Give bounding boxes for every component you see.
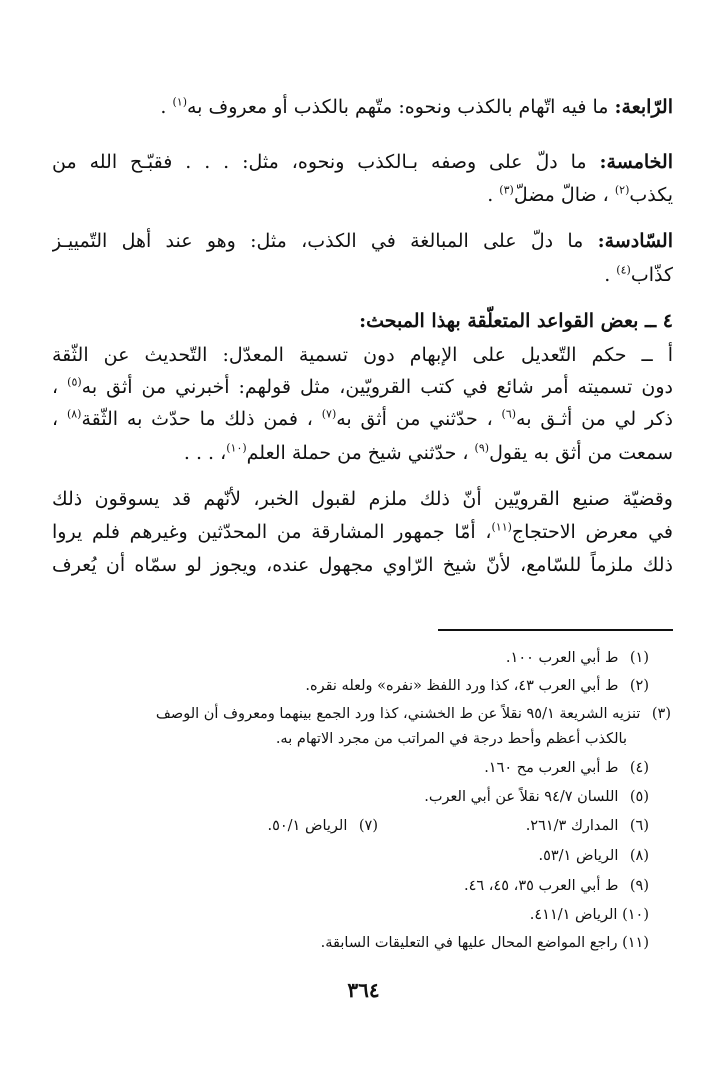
term-label: الخامسة: <box>599 151 673 173</box>
term-label: الرّابعة: <box>614 96 673 118</box>
paragraph-a-line-1: أ ــ حكم التّعديل على الإبهام دون تسمية المعدّل: التّحديث عن الثّقة <box>52 344 673 366</box>
footnote-ref[interactable]: (٨) <box>66 407 82 421</box>
paragraph-qayrawan-line-1: وقضيّة صنيع القرويّين أنّ ذلك ملزم لقبول الخبر، لأنّهم قد يسوقون ذلك <box>52 488 673 510</box>
page-number: ٣٦٤ <box>347 978 380 1002</box>
footnote-ref[interactable]: (٢) <box>614 183 630 197</box>
punctuation: . <box>604 264 611 286</box>
footnote-number: (٩) <box>629 878 649 894</box>
paragraph-sixth-line-2 <box>52 260 673 290</box>
footnote-ref[interactable]: (٧) <box>321 407 337 421</box>
body-text: يكذب <box>629 184 673 206</box>
paragraph-fourth <box>52 92 673 122</box>
body-text: في معرض الاحتجاج <box>511 521 673 543</box>
footnote-10 <box>49 904 649 926</box>
footnote-1 <box>49 647 649 669</box>
footnote-number: (٣) <box>651 706 671 722</box>
footnote-5 <box>49 786 649 808</box>
footnote-ref[interactable]: (٩) <box>474 441 490 455</box>
footnote-ref[interactable]: (٤) <box>616 263 631 277</box>
footnote-text: ط أبي العرب ٣٥، ٤٥، ٤٦. <box>463 878 619 894</box>
footnote-7 <box>228 815 378 837</box>
footnote-ref[interactable]: (٦) <box>501 407 517 421</box>
body-text: ما دلّ على وصفه بـالكذب ونحوه، مثل: . . . فقبّـح الله من <box>52 151 587 173</box>
footnote-text: راجع المواضع المحال عليها في التعليقات السابقة. <box>320 935 618 951</box>
footnote-text: ط أبي العرب مح ١٦٠. <box>484 760 619 776</box>
section-heading: ٤ ــ بعض القواعد المتعلّقة بهذا المبحث: <box>359 310 673 332</box>
footnote-text: اللسان ٩٤/٧ نقلاً عن أبي العرب. <box>424 789 619 805</box>
paragraph-fifth-line-1 <box>52 147 673 177</box>
footnote-ref[interactable]: (١) <box>172 95 187 109</box>
footnote-9 <box>49 875 649 897</box>
footnote-text: تنزيه الشريعة ٩٥/١ نقلاً عن ط الخشني، كذا ورد الجمع بينهما ومعروف أن الوصف <box>155 706 641 722</box>
paragraph-a-line-3 <box>52 404 673 434</box>
paragraph-sixth-line-1 <box>52 226 673 256</box>
paragraph-a-line-2 <box>52 372 673 402</box>
footnote-text: ط أبي العرب ١٠٠. <box>505 650 619 666</box>
footnote-11 <box>49 932 649 954</box>
term-label: السّادسة: <box>597 230 673 252</box>
punctuation: ، <box>52 408 59 430</box>
paragraph-qayrawan-line-2 <box>52 517 673 547</box>
footnote-3 <box>41 703 671 725</box>
footnote-number: (١٠) <box>622 907 649 923</box>
body-text: كذّاب <box>630 264 673 286</box>
body-text: ما فيه اتّهام بالكذب ونحوه: متّهم بالكذب أو معروف به <box>186 96 609 118</box>
footnote-ref[interactable]: (١١) <box>491 520 512 534</box>
footnote-6 <box>349 815 649 837</box>
footnote-ref[interactable]: (١٠) <box>226 441 247 455</box>
body-text: ، حدّثني شيخ من حملة العلم <box>246 442 469 464</box>
footnote-number: (٤) <box>629 760 649 776</box>
footnote-text: الرياض ٥٠/١. <box>267 818 348 834</box>
body-text: ما دلّ على المبالغة في الكذب، مثل: وهو عند أهل التّمييـز <box>52 230 584 252</box>
body-text: ذكر لي من أثـق به <box>516 408 673 430</box>
body-text: ، أمّا جمهور المشارقة من المحدّثين وغيرهم فلم يروا <box>52 521 492 543</box>
footnote-8 <box>49 845 649 867</box>
footnote-4 <box>49 757 649 779</box>
paragraph-qayrawan-line-3: ذلك ملزماً للسّامع، لأنّ شيخ الرّاوي مجهول عنده، ويجوز لو سمّاه أن يُعرف <box>52 554 673 576</box>
footnote-number: (٦) <box>629 818 649 834</box>
body-text: سمعت من أثق به يقول <box>489 442 673 464</box>
punctuation: . <box>160 96 167 118</box>
footnote-number: (٧) <box>358 818 378 834</box>
footnote-number: (٨) <box>629 848 649 864</box>
footnote-ref[interactable]: (٥) <box>67 375 82 389</box>
punctuation: . <box>487 184 494 206</box>
footnote-text: الرياض ٤١١/١. <box>529 907 618 923</box>
footnote-separator <box>438 629 673 631</box>
punctuation: ، . . . <box>183 442 227 464</box>
punctuation: ، <box>52 376 59 398</box>
body-text: ، ضالّ مضلّ <box>513 184 609 206</box>
paragraph-a-line-4 <box>52 438 673 468</box>
footnote-ref[interactable]: (٣) <box>499 183 514 197</box>
body-text: ، فمن ذلك ما حدّث به الثّقة <box>81 408 313 430</box>
footnote-number: (٥) <box>629 789 649 805</box>
footnote-text: المدارك ٢٦١/٣. <box>525 818 619 834</box>
footnote-text: الرياض ٥٣/١. <box>538 848 619 864</box>
footnote-2 <box>49 675 649 697</box>
body-text: دون تسميته أمر شائع في كتب القرويّين، مثل قولهم: أخبرني من أثق به <box>81 376 673 398</box>
body-text: ، حدّثني من أثق به <box>336 408 493 430</box>
paragraph-fifth-line-2 <box>52 180 673 210</box>
footnote-text: ط أبي العرب ٤٣، كذا ورد اللفظ «نفره» ولعله نقره. <box>305 678 619 694</box>
footnote-number: (١) <box>629 650 649 666</box>
footnote-number: (١١) <box>622 935 649 951</box>
footnote-3-continued: بالكذب أعظم وأحط درجة في المراتب من مجرد الاتهام به. <box>275 731 627 747</box>
footnote-number: (٢) <box>629 678 649 694</box>
